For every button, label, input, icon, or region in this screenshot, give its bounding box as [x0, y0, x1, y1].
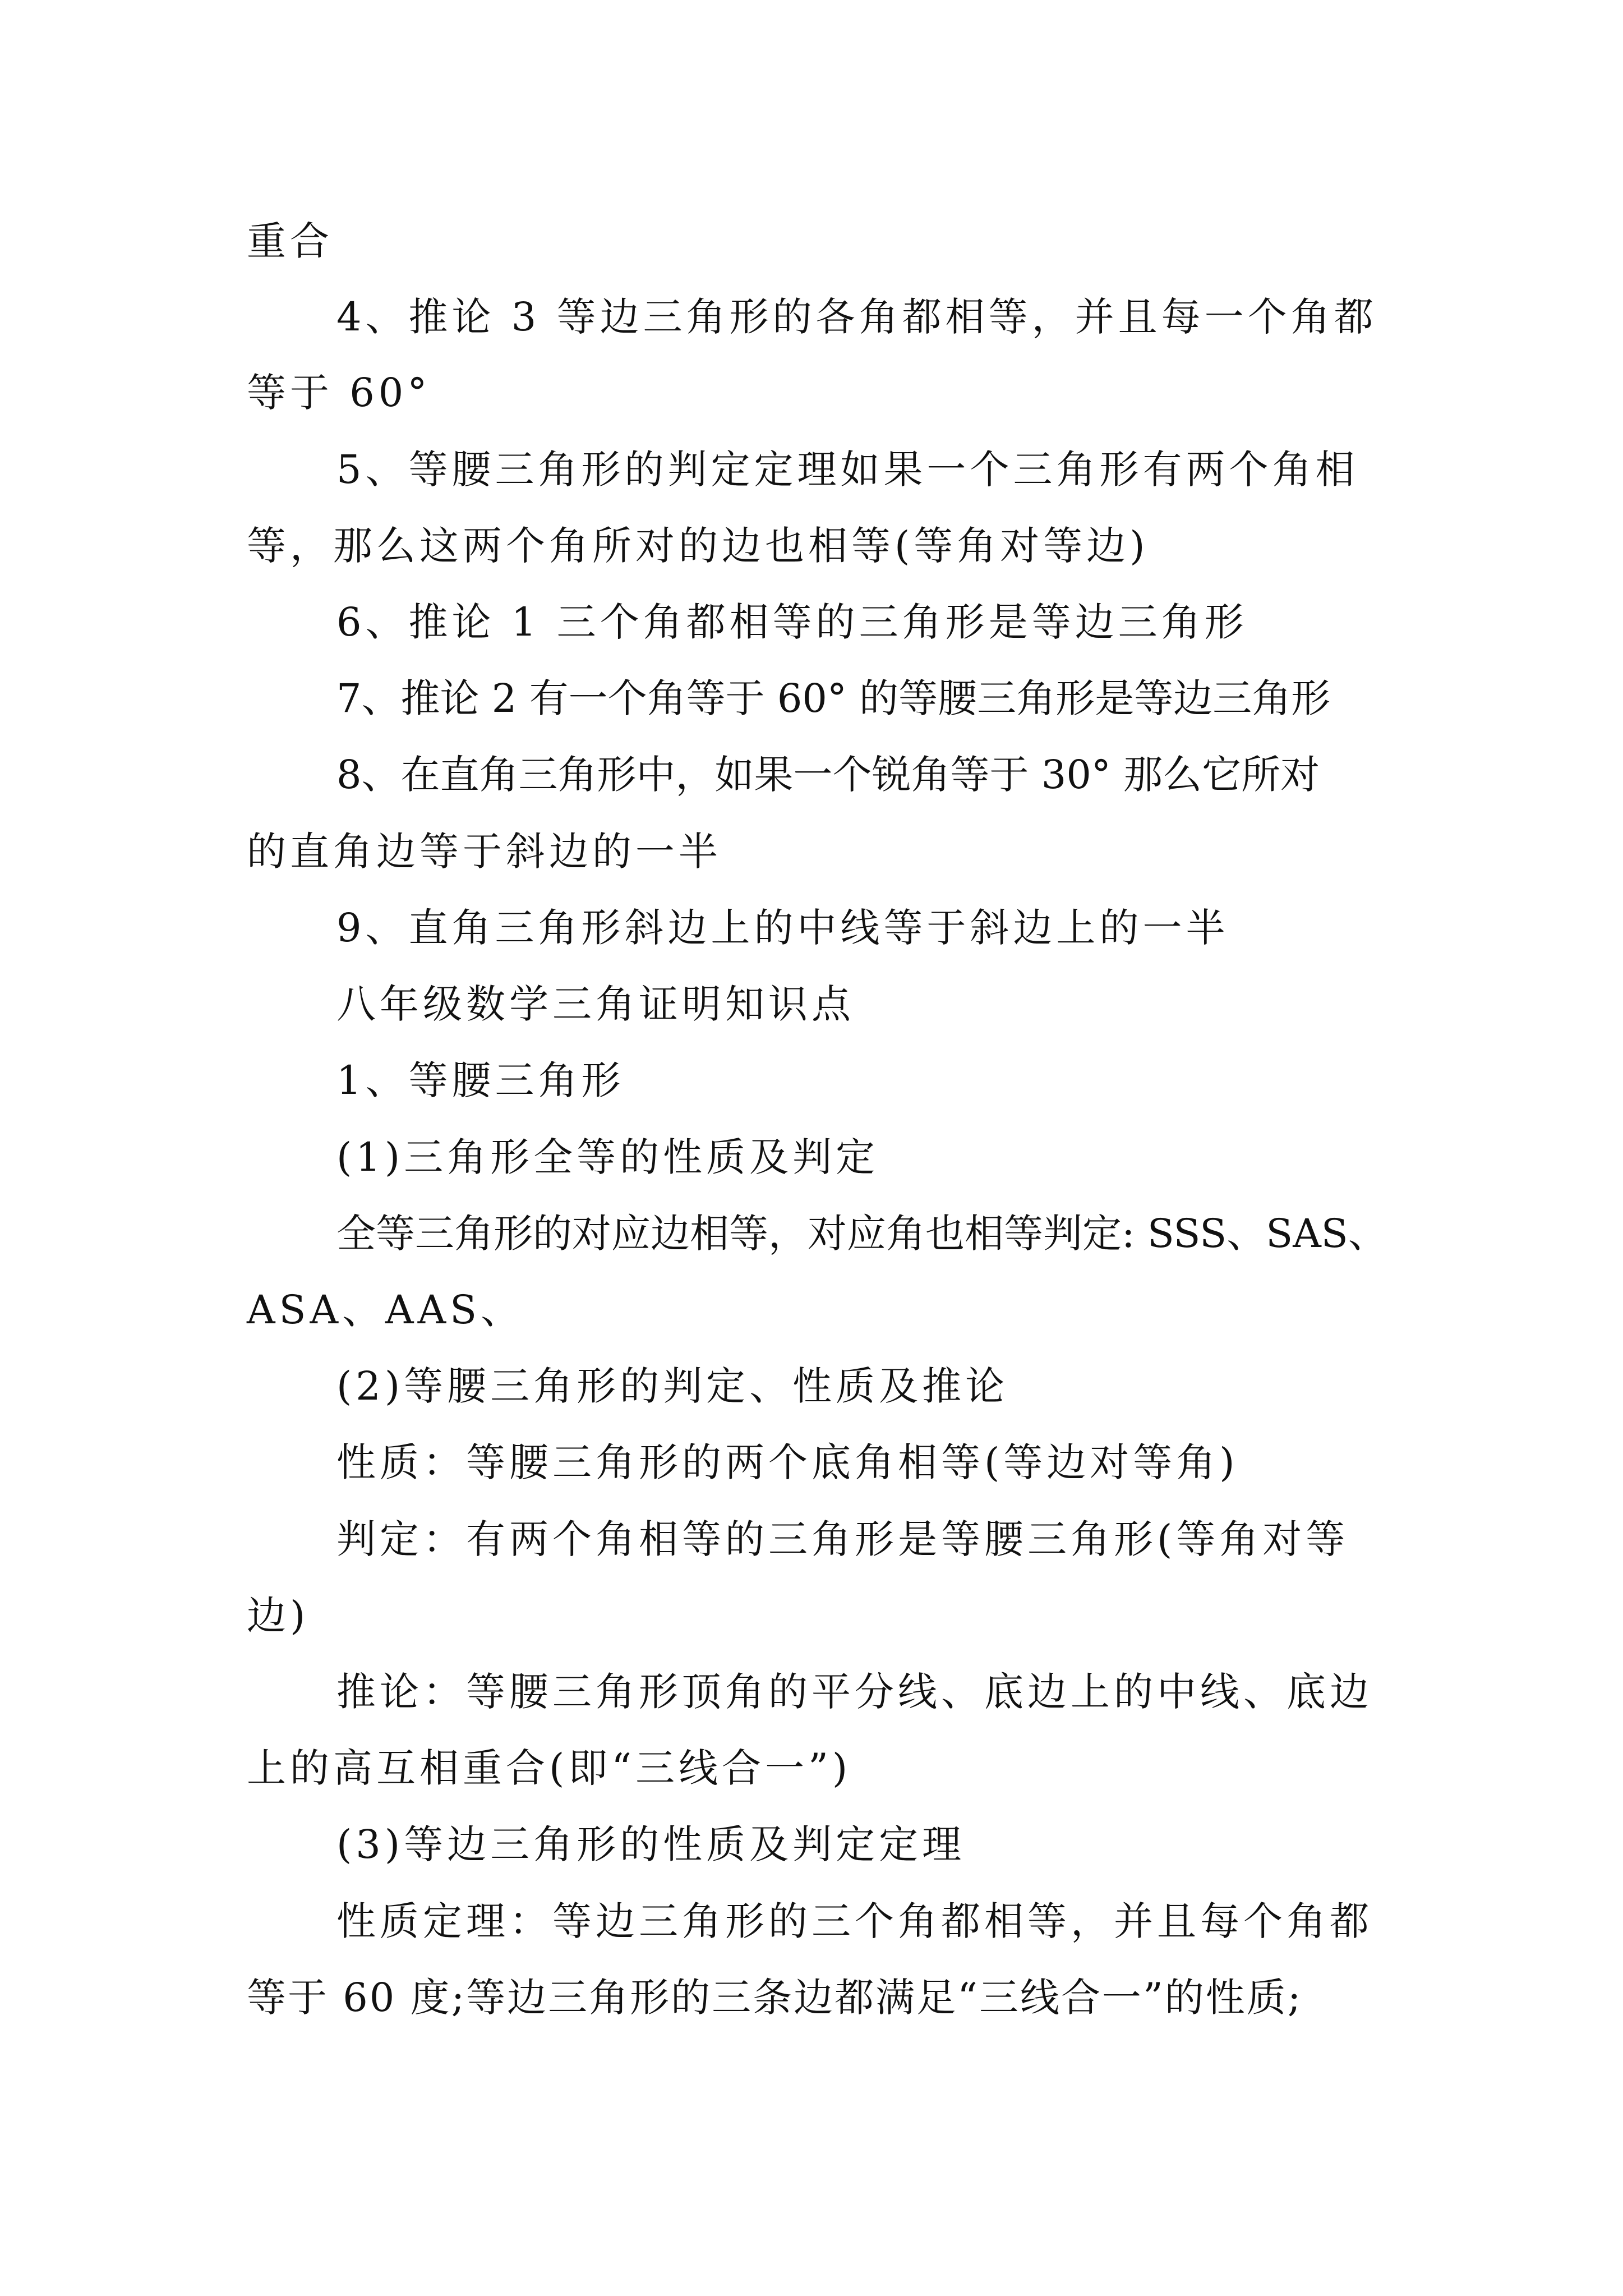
text-line: 等于 60 度;等边三角形的三条边都满足“三线合一”的性质;: [247, 1975, 1303, 2021]
text-line: 9、直角三角形斜边上的中线等于斜边上的一半: [336, 905, 1229, 951]
text-line: ASA、AAS、: [247, 1287, 524, 1333]
text-line: 八年级数学三角证明知识点: [336, 981, 855, 1027]
text-line: 的直角边等于斜边的一半: [247, 829, 722, 875]
text-line: 7、推论 2 有一个角等于 60° 的等腰三角形是等边三角形: [336, 675, 1331, 721]
text-line: 4、推论 3 等边三角形的各角都相等，并且每一个角都: [336, 294, 1377, 340]
text-line: (1)三角形全等的性质及判定: [336, 1134, 879, 1180]
text-line: 全等三角形的对应边相等，对应角也相等判定: SSS、SAS、: [336, 1211, 1387, 1257]
text-line: 6、推论 1 三个角都相等的三角形是等边三角形: [336, 599, 1248, 645]
text-line: 判定：有两个角相等的三角形是等腰三角形(等角对等: [336, 1516, 1349, 1562]
text-line: (3)等边三角形的性质及判定定理: [336, 1821, 966, 1867]
text-line: 8、在直角三角形中，如果一个锐角等于 30° 那么它所对: [336, 752, 1320, 798]
text-line: 推论：等腰三角形顶角的平分线、底边上的中线、底边: [336, 1669, 1373, 1715]
text-line: 性质定理：等边三角形的三个角都相等，并且每个角都: [336, 1898, 1373, 1944]
text-line: 边): [247, 1593, 310, 1639]
text-line: 等于 60°: [247, 370, 431, 416]
text-line: 上的高互相重合(即“三线合一”): [247, 1745, 852, 1791]
text-line: 性质：等腰三角形的两个底角相等(等边对等角): [336, 1439, 1239, 1485]
text-line: 1、等腰三角形: [336, 1057, 625, 1103]
text-line: 重合: [247, 218, 333, 264]
text-line: 等，那么这两个角所对的边也相等(等角对等边): [247, 523, 1149, 569]
text-line: 5、等腰三角形的判定定理如果一个三角形有两个角相: [336, 447, 1359, 493]
text-line: (2)等腰三角形的判定、性质及推论: [336, 1363, 1009, 1409]
